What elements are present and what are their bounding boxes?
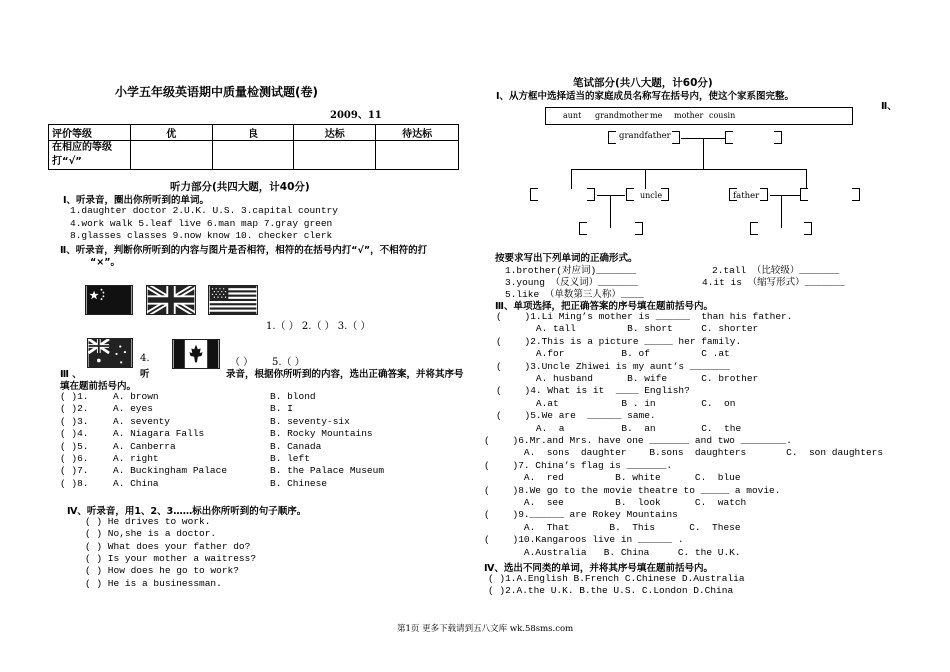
options-line: A. see B. look C. watch bbox=[484, 497, 747, 508]
tree-bracket bbox=[626, 188, 634, 201]
sentence-order-item[interactable]: ( ) How does he go to work? bbox=[85, 565, 239, 577]
tree-line bbox=[571, 169, 572, 189]
tree-line bbox=[645, 169, 646, 189]
grade-header-row bbox=[49, 125, 459, 141]
option-a: A. Canberra bbox=[113, 440, 176, 452]
grade-header-cell: 优 bbox=[130, 125, 212, 141]
tree-blank-open[interactable] bbox=[725, 131, 733, 144]
question-line[interactable]: ( )1.Li Ming’s mother is ______ than his father. bbox=[496, 311, 793, 322]
tree-bracket bbox=[760, 188, 768, 201]
flag-item-5[interactable]: 5.（ ） bbox=[272, 357, 305, 368]
r-s2-title: 按要求写出下列单词的正确形式。 bbox=[495, 253, 638, 264]
flag-marks-1-3[interactable]: 1.（ ） 2.（ ） 3.（ ） bbox=[266, 321, 371, 332]
grade-row-label-line: 在相应的等级 bbox=[52, 142, 112, 153]
answer-bracket[interactable]: ( )8. bbox=[60, 477, 89, 489]
answer-bracket[interactable]: ( )4. bbox=[60, 428, 89, 440]
option-a: A. brown bbox=[113, 391, 159, 402]
question-line[interactable]: ( )8.We go to the movie theatre to _____ a movie. bbox=[484, 484, 781, 496]
option-a: A. Buckingham Palace bbox=[113, 465, 228, 477]
sentence-order-item[interactable]: ( ) What does your father do? bbox=[85, 540, 251, 552]
word-box-item: aunt bbox=[563, 111, 582, 120]
tree-blank-close[interactable] bbox=[587, 188, 595, 201]
option-b: B. the Palace Museum bbox=[270, 465, 385, 477]
options-line: A. That B. This C. These bbox=[484, 521, 741, 533]
uk-flag-image bbox=[146, 285, 196, 315]
tree-blank-open[interactable] bbox=[800, 188, 808, 201]
grade-header-cell: 评价等级 bbox=[49, 125, 131, 141]
sentence-order-item[interactable]: ( ) He is a businessman. bbox=[85, 577, 222, 589]
r-s2-item: 1.brother(对应词)_______ bbox=[505, 265, 637, 276]
grade-row-label bbox=[49, 141, 131, 170]
option-a: A. Niagara Falls bbox=[113, 428, 205, 440]
tree-bracket bbox=[608, 131, 616, 144]
l-s2-title-cont: “×”。 bbox=[90, 257, 120, 268]
tree-label-father: father bbox=[733, 191, 760, 201]
answer-bracket[interactable]: ( )1. bbox=[60, 391, 89, 402]
answer-bracket[interactable]: ( )3. bbox=[60, 415, 89, 427]
grade-mark-row bbox=[49, 141, 459, 170]
grade-table bbox=[48, 124, 459, 170]
tree-label-uncle: uncle bbox=[640, 191, 663, 200]
word-box-item: cousin bbox=[709, 111, 736, 120]
l-s4-title: Ⅳ、听录音，用1、2、3……标出你所听到的句子顺序。 bbox=[67, 506, 307, 517]
sentence-order-item[interactable]: ( ) He drives to work. bbox=[85, 516, 211, 527]
grade-mark-cell[interactable] bbox=[130, 141, 212, 170]
tree-blank-close[interactable] bbox=[804, 222, 812, 235]
options-line: A.Australia B. China C. the U.K. bbox=[484, 546, 741, 558]
options-line: A.at B . in C. on bbox=[496, 397, 736, 409]
tree-line bbox=[703, 138, 704, 169]
option-a: A. eyes bbox=[113, 403, 153, 415]
tree-blank-close[interactable] bbox=[635, 222, 643, 235]
sentence-order-item[interactable]: ( ) No,she is a doctor. bbox=[85, 528, 217, 540]
corner-mark: Ⅱ、 bbox=[881, 101, 897, 112]
question-line[interactable]: ( )4. What is it ____ English? bbox=[496, 385, 690, 397]
l-s1-line: 4.work walk 5.leaf live 6.man map 7.gray green bbox=[70, 218, 333, 229]
option-a: A. China bbox=[113, 477, 159, 489]
option-b: B. blond bbox=[270, 391, 316, 402]
question-line[interactable]: ( )9.______ are Rokey Mountains bbox=[484, 509, 678, 521]
l-s1-title: Ⅰ、听录音，圈出你所听到的单词。 bbox=[63, 195, 210, 206]
options-line: A. sons daughter B.sons daughters C. son daughters bbox=[484, 447, 884, 459]
listening-header: 听力部分(共四大题，计40分) bbox=[170, 181, 310, 193]
tree-line bbox=[610, 195, 611, 228]
grade-header-cell: 达标 bbox=[294, 125, 376, 141]
option-b: B. Canada bbox=[270, 440, 322, 452]
question-line[interactable]: ( )10.Kangaroos live in ______ . bbox=[484, 534, 684, 546]
r-s2-item: 5.like （单数第三人称）____ bbox=[505, 289, 644, 300]
tree-bracket bbox=[672, 131, 680, 144]
r-s2-item: 2.tall （比较级）_______ bbox=[712, 265, 840, 276]
option-a: A. seventy bbox=[113, 415, 171, 427]
option-b: B. seventy-six bbox=[270, 415, 350, 427]
l-s3-title-b: 听 bbox=[140, 369, 150, 380]
grade-header-cell: 良 bbox=[212, 125, 294, 141]
marriage-line bbox=[597, 195, 625, 196]
option-b: B. left bbox=[270, 453, 310, 464]
r-s4-title: Ⅳ、选出不同类的单词，并将其序号填在题前括号内。 bbox=[484, 563, 713, 574]
options-line: A. tall B. short C. shorter bbox=[496, 323, 759, 335]
answer-bracket[interactable]: ( )7. bbox=[60, 465, 89, 477]
canada-flag-image bbox=[172, 339, 220, 369]
tree-line bbox=[806, 169, 807, 189]
australia-flag-image bbox=[87, 338, 133, 368]
r-s2-item: 4.it is （缩写形式）_______ bbox=[702, 277, 845, 288]
question-line[interactable]: ( )3.Uncle Zhiwei is my aunt’s _______ bbox=[496, 360, 730, 372]
tree-line bbox=[571, 169, 806, 170]
word-box-item: me bbox=[650, 111, 663, 120]
exam-date: 2009、11 bbox=[330, 110, 382, 121]
grade-mark-cell[interactable] bbox=[294, 141, 376, 170]
options-line: A. husband B. wife C. brother bbox=[496, 373, 759, 384]
flag-item-4-blank[interactable]: （ ） bbox=[230, 357, 254, 368]
answer-bracket[interactable]: ( )5. bbox=[60, 440, 89, 452]
tree-blank-open[interactable] bbox=[750, 222, 758, 235]
l-s3-title-cont: 填在题前括号内。 bbox=[60, 381, 137, 392]
tree-bracket bbox=[661, 188, 669, 201]
question-line[interactable]: ( )2.This is a picture _____ her family. bbox=[496, 335, 742, 347]
word-box-item: grandmother bbox=[595, 111, 649, 120]
r-s4-line: ( )2.A.the U.K. B.the U.S. C.London D.China bbox=[488, 585, 734, 596]
r-s4-line: ( )1.A.English B.French C.Chinese D.Australia bbox=[488, 573, 745, 584]
china-flag-image bbox=[85, 285, 133, 315]
option-b: B. I bbox=[270, 403, 293, 415]
l-s1-line: 1.daughter doctor 2.U.K. U.S. 3.capital country bbox=[70, 205, 338, 216]
answer-bracket[interactable]: ( )6. bbox=[60, 453, 89, 464]
option-b: B. Chinese bbox=[270, 477, 328, 489]
tree-blank-open[interactable] bbox=[579, 222, 587, 235]
usa-flag-image bbox=[208, 285, 258, 315]
page-footer: 第1页 更多下载请到五八文库 wk.58sms.com bbox=[397, 624, 574, 634]
question-line[interactable]: ( )6.Mr.and Mrs. have one _______ and two ________. bbox=[484, 435, 792, 446]
exam-title: 小学五年级英语期中质量检测试题(卷) bbox=[115, 85, 318, 99]
written-header: 笔试部分(共八大题，计60分) bbox=[573, 77, 713, 89]
tree-blank-open[interactable] bbox=[530, 188, 538, 201]
l-s2-title: Ⅱ、听录音，判断你所听到的内容与图片是否相符，相符的在括号内打“√”，不相符的打 bbox=[60, 245, 428, 256]
tree-blank-close[interactable] bbox=[852, 188, 860, 201]
l-s1-line: 8.glasses classes 9.now know 10. checker clerk bbox=[70, 230, 333, 241]
sentence-order-item[interactable]: ( ) Is your mother a waitress? bbox=[85, 552, 257, 564]
options-line: A. a B. an C. the bbox=[496, 422, 742, 434]
option-a: A. right bbox=[113, 453, 159, 464]
options-line: A. red B. white C. blue bbox=[484, 472, 741, 484]
grade-header-cell: 待达标 bbox=[376, 125, 459, 141]
tree-blank-close[interactable] bbox=[774, 131, 782, 144]
marriage-line bbox=[770, 195, 800, 196]
options-line: A.for B. of C .at bbox=[496, 348, 730, 360]
grade-mark-cell[interactable] bbox=[212, 141, 294, 170]
l-s3-title-a: Ⅲ 、 bbox=[60, 369, 82, 380]
r-s3-title: Ⅲ、单项选择，把正确答案的序号填在题前括号内。 bbox=[495, 301, 713, 312]
grade-row-label-line: 打“√” bbox=[52, 156, 82, 167]
word-box-item: mother bbox=[674, 111, 704, 120]
question-line[interactable]: ( )7. China’s flag is _______. bbox=[484, 459, 673, 471]
r-s2-item: 3.young （反义词）_______ bbox=[505, 277, 639, 288]
question-line[interactable]: ( )5.We are ______ same. bbox=[496, 410, 656, 422]
option-b: B. Rocky Mountains bbox=[270, 428, 373, 440]
answer-bracket[interactable]: ( )2. bbox=[60, 403, 89, 415]
tree-label-grandfather: grandfather bbox=[619, 131, 671, 141]
flag-item-4-label: 4. bbox=[140, 353, 150, 364]
tree-line bbox=[781, 195, 782, 228]
l-s3-title-c: 录音，根据你所听到的内容，选出正确答案，并将其序号 bbox=[226, 369, 464, 380]
r-s1-title: Ⅰ、从方框中选择适当的家庭成员名称写在括号内，使这个家系图完整。 bbox=[496, 91, 795, 102]
grade-mark-cell[interactable] bbox=[376, 141, 459, 170]
